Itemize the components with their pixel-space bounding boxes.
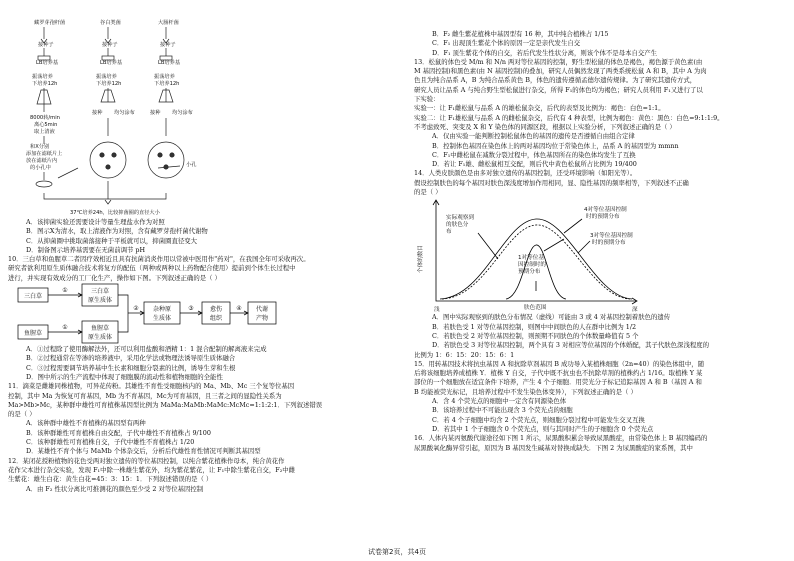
fig9-col2-medium: LB培养基 [100,60,123,66]
q15-line-4: B 均能被荧光标记，且培养过程中不发生染色体变异），下列叙述正确的是（ ） [414,387,637,396]
fig9-col2-inoc2: 接种 [92,110,103,116]
fig14-four-pairs-label-1: 4对等位基因控制 [584,207,627,214]
q10-line-2: 研究者欲利用原生质体融合技术将复方的配伍（两种或两种以上药物配合使用）提前到个体生长过程中 [8,264,296,273]
fig9-small-hole-label: 小孔 [186,162,197,168]
q14-option-d: D．若肤色受 3 对等位基因控制，两个具有 3 对相应等位基因的个体婚配，其子代肤色深浅程度的 [432,341,710,350]
fig9-col1-hole: 的小孔中 [30,165,51,171]
fig14-x-axis-label: 肤色范围 [524,305,547,312]
question-13 [414,58,786,132]
q14-line-3: 的是（ ） [414,188,442,197]
fig9-col1-supernatant: 取上清液 [34,129,55,135]
fig9-col1-inoculate: 接种子 [38,42,54,48]
q13-line-3: 色且为纯合品系 A，B 为纯合品系黄色 B，体色的遗传遵循孟德尔遗传规律。为了研究其遗传方式， [414,76,697,85]
question-14 [414,169,786,197]
fig10-product-a: 代谢 [255,306,269,314]
q12-option-c: C．F₁ 出现顶生紫花个体的原因一定是亲代发生自交 [432,39,581,48]
question-16 [414,434,786,453]
page-footer: 试卷第2页，共4页 [368,548,426,556]
q12-line-1: 12．某闭花授粉植物的花色受两对独立遗传的等位基因控制，以纯合紫花植株作母本，纯合黄花作 [8,456,285,465]
fig10-plant2: 鱼腥草 [23,330,43,338]
q13-line-6: 实验一：让 F₁雌松鼠与品系 A 的雄松鼠杂交，后代的表型及比例为：褐色：白色=1:1。 [414,104,665,113]
q12-line-2: 花作父本进行杂交实验，发现 F₁中除一株雄生紫花外，均为紫花紫花，让 F₁中除生紫花自交，F₂中雌 [8,465,296,474]
q12-remaining-options [414,30,786,58]
q11-option-b: B．该种群雄性可育植株自由交配，子代中雄性不育植株占 9/100 [26,428,211,437]
q14-line-1: 14．人类皮肤颜色是由多对独立遗传的基因控制，还受环境影响（如阳光等）。 [414,169,637,178]
fig10-step1-top: ① [62,287,68,295]
q14-options [414,313,786,359]
fig9-col1-add: 添加在滤纸片上 [26,151,63,157]
q11-line-4: 的是（ ） [8,410,36,419]
fig9-col2-spread: 均匀涂布 [114,110,135,116]
fig9-col1-shake: 振荡培养 [32,74,53,80]
figure-9-svg [8,18,380,218]
q9-option-c: C．从抑菌圈中挑取菌落接种于平板就可以，抑菌圈直径变大 [26,236,198,245]
q14-line-2: 假设控制肤色的每个基因对肤色深浅度增加作用相同，显、隐性基因的频率相等，下列叙述不正确 [414,178,689,187]
q11-line-2: 控制，其中 Ma 为恢复可育基因，Mb 为不育基因，Mc为可育基因，且三者之间的显隐性关系为 [8,391,282,400]
q11-options [8,419,380,456]
fig10-step4: ④ [236,305,242,313]
q13-line-2: M 基因控制)和黑色素(由 N 基因控制)的叠加，研究人员偶然发现了两类系统松鼠 A 和 B，其中 A 为肉 [414,67,707,76]
q10-option-a: A．①过程除了使用酶解法外，还可以利用盐酸和酒精 1：1 混合配制的解离液来完成 [26,345,267,354]
fig14-y-axis-label: 个体的数目 [418,245,424,274]
fig9-caption: 37℃培养24h，比较抑菌圈的直径大小 [70,210,160,216]
q13-line-4: 研究人员让品系 A 与纯合野生型松鼠进行杂交，所得 F₁的体色均为褐色；研究人员利用 F₁又进行了以 [414,85,703,94]
fig10-hybrid-b: 生质体 [152,315,172,323]
q13-line-5: 下实验： [414,95,440,104]
question-10 [8,255,380,283]
fig9-col2-shake: 振荡培养 [96,74,117,80]
fig10-proto1-b: 原生质体 [87,297,113,305]
fig14-one-pair-label-2: 因控制时的 [518,262,546,269]
q15-option-a: A．含 4 个荧光点的细胞中一定含有同源染色体 [432,397,567,406]
q13-line-7: 实验二：让 F₁雄松鼠与品系 A 的雌松鼠杂交，后代有 4 种表型，比例为褐色：黄色：黑色：白色=9:1:1:9。 [414,113,724,122]
fig14-observed-label-1: 实际观察到 [446,215,474,222]
question-15 [414,360,786,397]
figure-10-svg [8,283,380,345]
q9-option-d: D．制备图示培养基需要在无菌前调节 pH [26,245,146,254]
q15-options [414,397,786,434]
q14-option-c: C．若肤色受 2 对等位基因控制，则预期不同肤色的个体数量峰值有 5 个 [432,331,639,340]
q12-option-d: D．F₁ 顶生紫花个体的自交，若后代发生性状分离，则该个体不是母本自交产生 [432,48,658,57]
fig14-shallow-label: 浅 [434,307,440,314]
q13-option-a: A．仅由实验一能判断控制松鼠体色的基因的遗传是否遵循自由组合定律 [432,132,635,141]
figure-9-flowchart [8,18,380,218]
q10-line-3: 进行，并实现有效成分的工厂化生产，操作如下图。下列叙述正确的是（ ） [8,273,221,282]
fig14-observed-label-2: 的肤色分 [446,222,469,229]
q16-line-2: 尿黑酸氧化酶异常引起，原因为 B 基因发生碱基对替换成缺失．下图 2 为尿黑酸症的家系图，其中 [414,443,693,452]
fig9-col3-medium: LB培养基 [158,60,181,66]
q16-line-1: 16．人体内某丙氨酸代谢途径如下图 1 所示，尿黑酸积累会导致尿黑酸症，由常染色体上 B 基因编码的 [414,434,708,443]
q13-option-c: C．F₁中雌松鼠在减数分裂过程中，体色基因所在的染色体均发生了互换 [432,150,636,159]
fig14-one-pair-label-1: 1对等位基 [518,255,544,262]
fig9-col3-inoc2: 接种 [150,110,161,116]
fig9-col2-inoculate: 接种子 [102,42,118,48]
right-column [414,30,786,453]
q9-option-a: A．该抑菌实验还需要设计等量生理盐水作为对照 [26,218,165,226]
fig9-col3-shake: 振荡培养 [154,74,175,80]
fig10-product-b: 产物 [255,315,269,323]
fig10-tissue-b: 组织 [209,315,223,323]
fig9-col1-speed: 8000转/min [30,115,60,121]
fig10-hybrid-a: 杂种原 [152,306,172,314]
q13-option-b: B．控制体色基因在染色体上的两对基因均位于常染色体上，品系 A 的基因型为 mmnn [432,141,679,150]
q15-option-b: B．该培养过程中不可能出现含 3 个荧光点的细胞 [432,406,573,415]
fig9-col3-culture: 下培养12h [154,81,180,87]
q14-option-a: A．图中实际观察到的肤色分布情况（虚线）可能由 3 或 4 对基因控制着肤色的遗传 [432,313,671,322]
fig9-col1-centrifuge: 离心5min [34,122,58,128]
fig14-three-pairs-label-1: 3对等位基因控制 [590,233,633,240]
fig9-col3-spread: 均匀涂布 [172,110,193,116]
fig14-observed-label-3: 布 [446,229,452,236]
q11-option-c: C．该种群雄性可育植株自交，子代中雄性不育植株占 1/20 [26,438,195,447]
fig10-proto1-a: 三白草 [90,288,110,296]
q10-option-b: B．②过程通常在等渗的培养液中，采用化学法或物理法诱导原生质体融合 [26,354,236,363]
q15-line-3: 部位的一个细胞放在适宜条件下培养，产生 4 个子细胞．用荧光分子标记追踪基因 A 和 B（基因 A 和 [414,378,702,387]
q11-line-3: Ma>Mb>Mc，某种群中雄性可育植株基因型比例为 MaMa:MaMb:MaMc:McMc=1:1:2:1．下列叙述错误 [8,400,323,409]
q14-option-b: B．若肤色受 1 对等位基因控制，则图中中间肤色的人在群中比例为 1/2 [432,322,637,331]
fig10-step2: ② [133,305,139,313]
question-12 [8,457,380,494]
q15-option-d: D．若其中 1 个子细胞含 0 个荧光点，则与其同时产生的子细胞含 0 个荧光点 [432,424,654,433]
fig9-col2-culture: 下培养12h [96,81,122,87]
fig14-three-pairs-label-2: 时的预期分布 [592,240,626,247]
fig10-tissue-a: 愈伤 [209,306,223,314]
fig14-four-pairs-label-2: 时的预期分布 [586,214,620,221]
q12-option-a: A．由 F₂ 性状分离比可推测花的颜色至少受 2 对等位基因控制 [26,484,204,493]
figure-14-svg [414,197,786,313]
q14-option-d-cont: 比例为 1：6：15：20：15：6：1 [414,350,515,359]
q12-option-b: B．F₂ 雌生紫花植株中基因型有 16 种，其中纯合植株占 1/15 [432,30,609,38]
q13-line-1: 13．松鼠的体色受 M/m 和 N/n 两对等位基因的控制，野生型松鼠的体色是褐色，褐色源于黄色素(由 [414,57,703,66]
q13-line-8: 不考虑致死、突变及 X 和 Y 染色体的同源区段，根据以上实验分析，下列叙述正确的是（ ） [414,122,676,131]
q13-options [414,132,786,169]
q15-line-2: 后将该细胞培养成植株 Y．植株 Y 自交，子代中既不抗虫也不抗除草剂的植株约占 1/16。取植株 Y 某 [414,369,703,378]
fig9-col1-culture: 下培养12h [32,81,58,87]
figure-10-fusion-flow [8,283,380,345]
fig14-deep-label: 深 [632,307,638,314]
q10-option-c: C．③过程需要调节培养基中生长素和细胞分裂素的比例，诱导生芽和生根 [26,363,236,372]
figure-14-skin-color-chart [414,197,786,313]
q12-line-3: 生紫花：雄生白花：黄生白花=45：3：15：1．下列叙述错误的是（ ） [8,475,213,484]
fig10-proto2-b: 原生质体 [87,334,113,342]
q10-line-1: 10．三白草和鱼腥草二者因疗效相近且具有抗菌消炎作用以常被中医用作"药对"，在我国全年可采收再次。 [8,255,310,264]
fig10-step1-bottom: ① [62,324,68,332]
fig10-proto2-a: 鱼腥草 [90,325,110,333]
q11-option-a: A．该种群中雄性不育植株的基因型有两种 [26,419,146,428]
fig10-step3: ③ [188,305,194,313]
q11-option-d: D．某雄性不育个体与 MaMb 个体杂交后，分析后代雄性育性情况可判断其基因型 [26,447,261,456]
fig9-col2-title: 谷白类菌 [100,20,121,26]
fig9-col1-medium: LB培养基 [36,60,59,66]
left-column [8,18,380,494]
fig9-col1-place: 放在滤纸片内 [26,158,58,164]
q15-line-1: 15．用转基因技术将抗虫基因 A 和抗除草剂基因 B 成功导入某植株细胞（2n=40）的染色体组中，随 [414,359,705,368]
q9-options [8,218,380,255]
question-11 [8,382,380,419]
q13-option-d: D．若让 F₁雄、雌松鼠相互交配，则后代中黄色松鼠所占比例为 19/400 [432,160,637,169]
q15-option-c: C．若 4 个子细胞中均含 2 个荧光点，则细胞分裂过程中可能发生交叉互换 [432,415,645,424]
fig9-col3-inoculate: 接种子 [160,42,176,48]
fig9-col3-title: 大肠杆菌 [158,20,179,26]
q11-line-1: 11．滴菜是雌雄同株植物，可异花传粉。其雄性不育性受细胞核内的 Ma、Mb、Mc 三个复等位基因 [8,382,295,391]
q9-option-b: B．图示X为清水，取上清液作为对照，含有藏罗芽孢杆菌代谢物 [26,227,208,236]
fig10-plant1: 三白草 [23,293,43,301]
fig14-one-pair-label-3: 预期分布 [518,269,541,276]
fig9-col1-title: 藏罗芽孢杆菌 [34,20,66,26]
q10-option-d: D．图中所示的生产流程中体现了细胞膜的流动性和植物细胞的全能性 [26,372,223,381]
q10-options [8,345,380,382]
fig9-col1-andx: 和X分别 [30,144,50,150]
